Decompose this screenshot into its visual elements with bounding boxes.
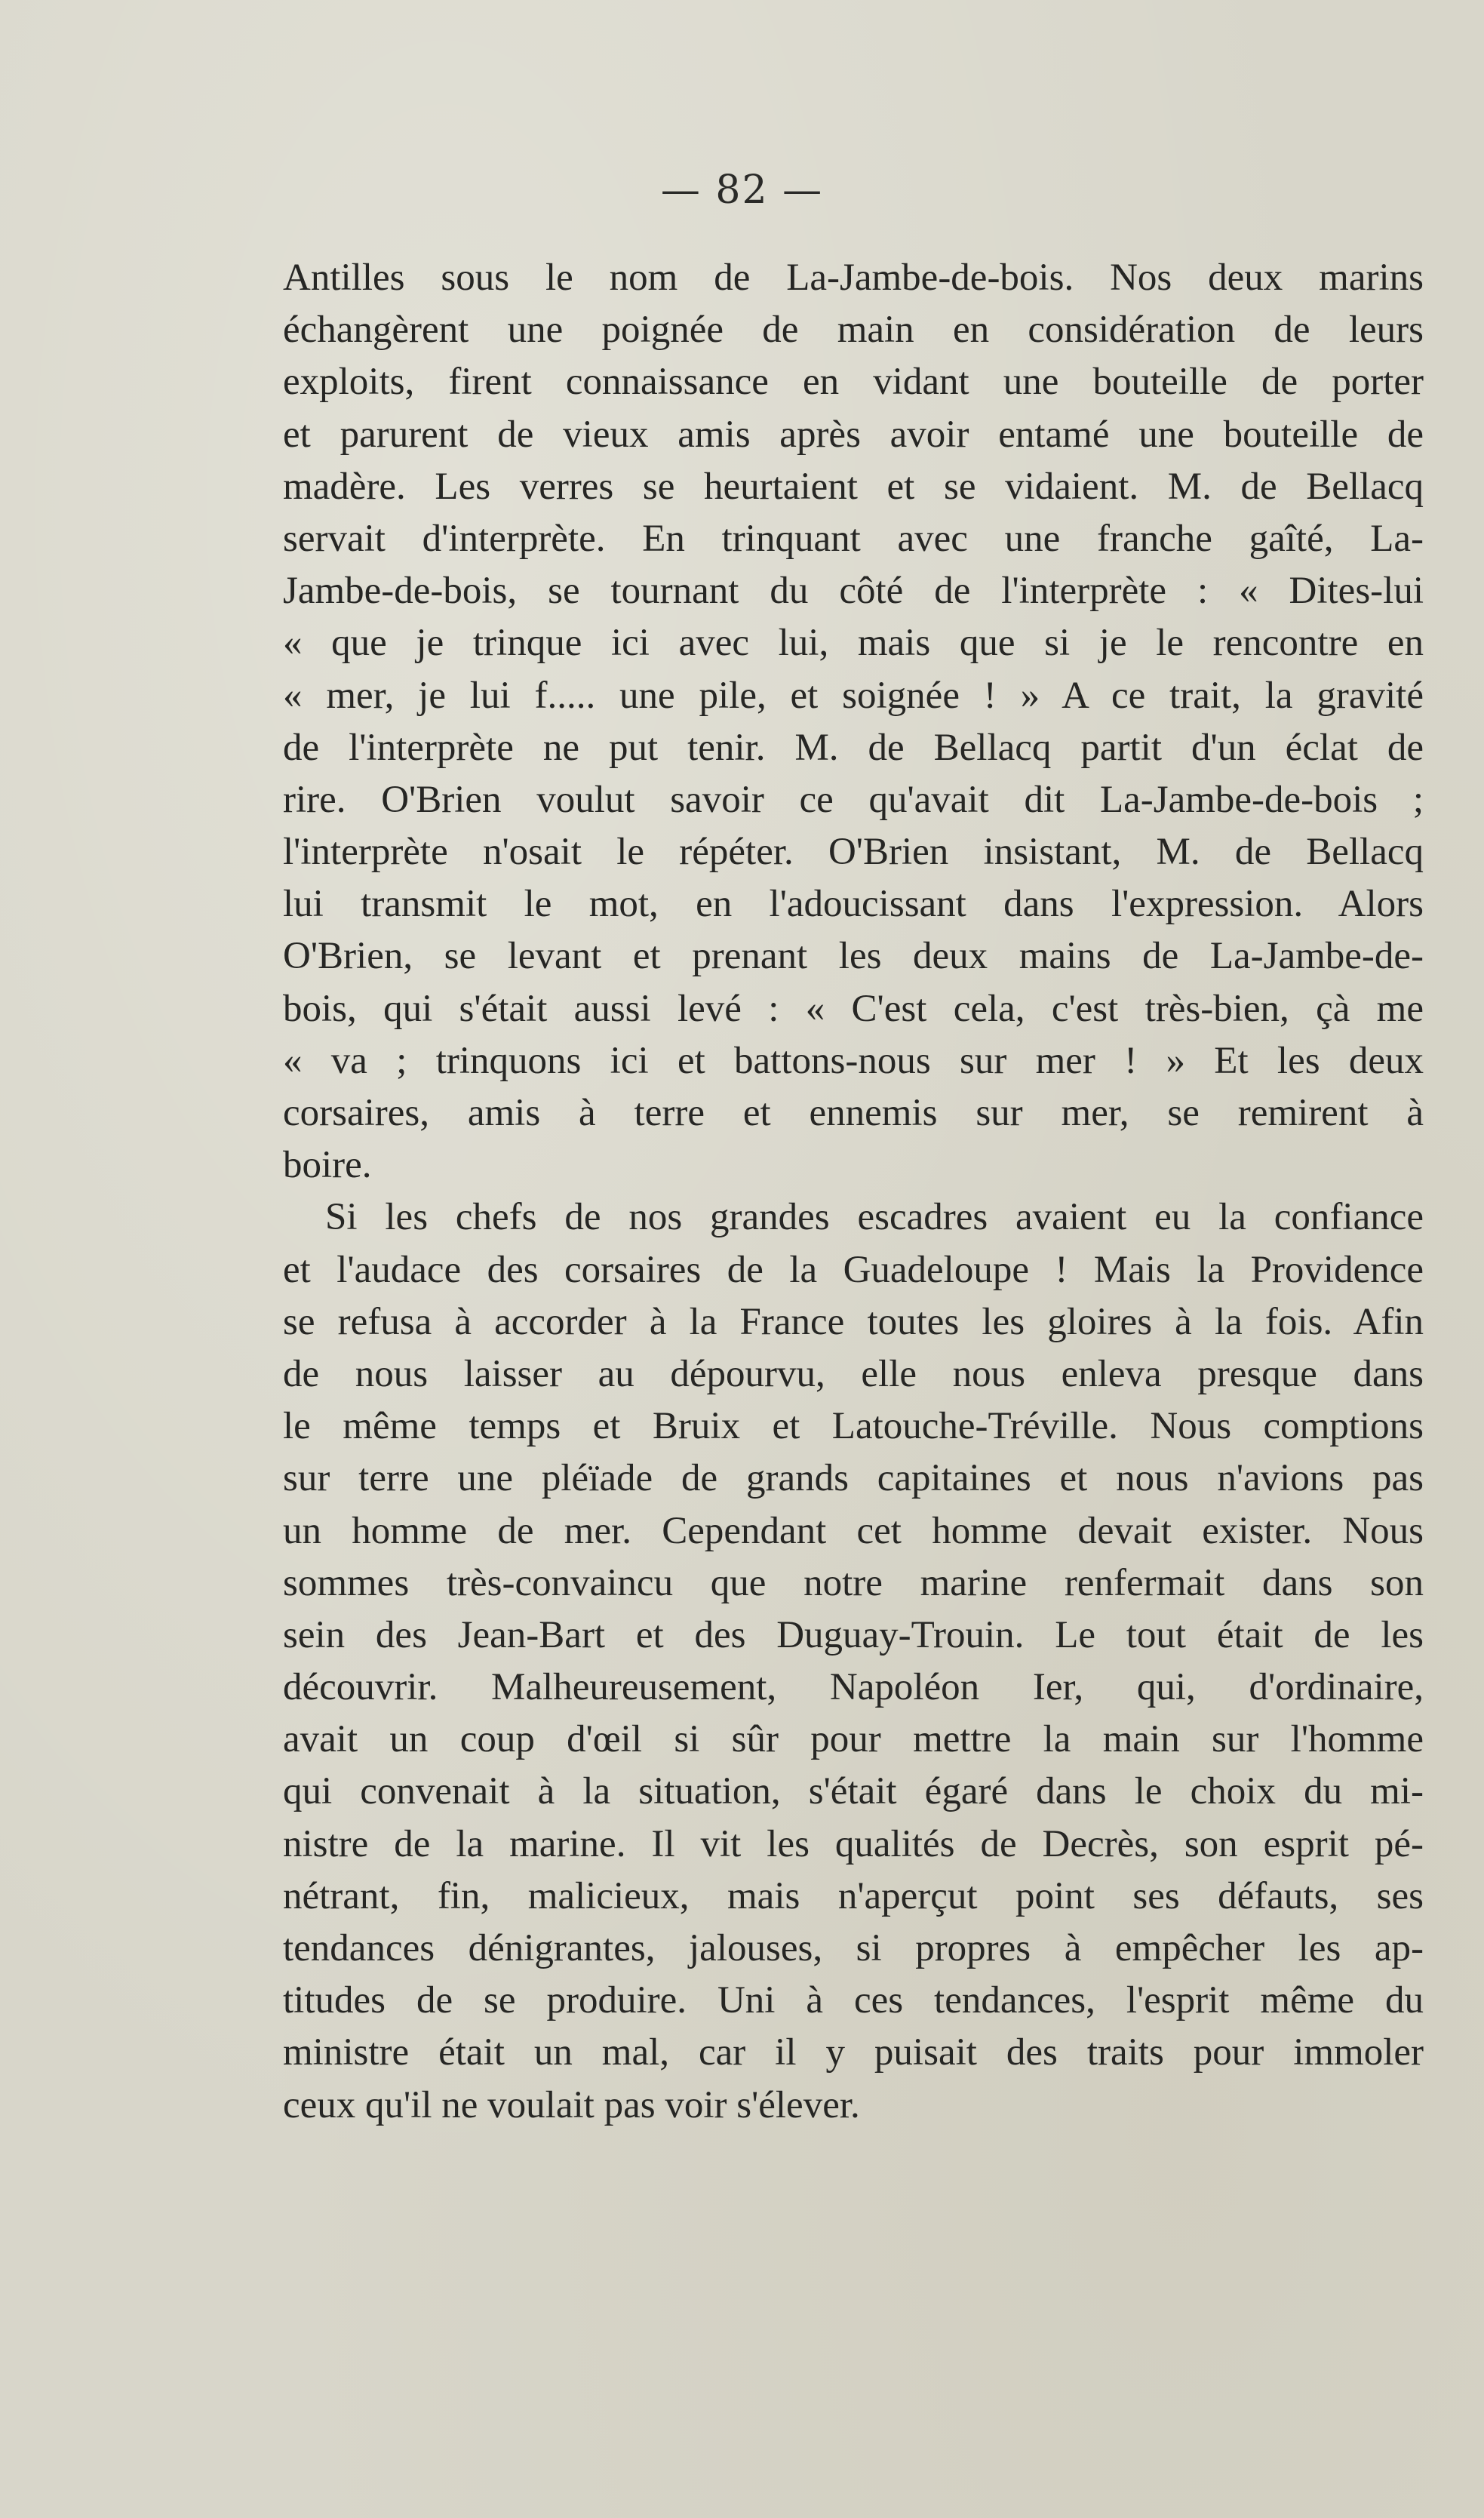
text-line: servait d'interprète. En trinquant avec une franche gaîté, La- bbox=[283, 517, 1424, 560]
text-line: ministre était un mal, car il y puisait des traits pour immoler bbox=[283, 2031, 1424, 2074]
text-line: lui transmit le mot, en l'adoucissant dans l'expression. Alors bbox=[283, 883, 1424, 926]
text-line: de l'interprète ne put tenir. M. de Bellacq partit d'un éclat de bbox=[283, 726, 1424, 769]
page-number: — 82 — bbox=[660, 168, 824, 213]
text-line: « mer, je lui f..... une pile, et soignée ! » A ce trait, la gravité bbox=[283, 674, 1424, 717]
text-line: ceux qu'il ne voulait pas voir s'élever. bbox=[283, 2083, 860, 2126]
text-line: l'interprète n'osait le répéter. O'Brien insistant, M. de Bellacq bbox=[283, 831, 1424, 874]
text-line: « va ; trinquons ici et battons-nous sur mer ! » Et les deux bbox=[283, 1039, 1424, 1082]
text-line: « que je trinque ici avec lui, mais que si je le rencontre en bbox=[283, 622, 1424, 665]
text-line: de nous laisser au dépourvu, elle nous enleva presque dans bbox=[283, 1352, 1424, 1395]
text-line: échangèrent une poignée de main en considération de leurs bbox=[283, 309, 1424, 352]
text-line: le même temps et Bruix et Latouche-Tréville. Nous comptions bbox=[283, 1405, 1424, 1448]
text-line: Antilles sous le nom de La-Jambe-de-bois. Nos deux marins bbox=[283, 257, 1424, 299]
text-line: Jambe-de-bois, se tournant du côté de l'interprète : « Dites-lui bbox=[283, 570, 1424, 613]
text-line: sur terre une pléïade de grands capitaines et nous n'avions pas bbox=[283, 1457, 1424, 1500]
text-line: O'Brien, se levant et prenant les deux mains de La-Jambe-de- bbox=[283, 935, 1424, 978]
body-text bbox=[283, 252, 1424, 2132]
text-line: titudes de se produire. Uni à ces tendances, l'esprit même du bbox=[283, 1979, 1424, 2022]
text-line: rire. O'Brien voulut savoir ce qu'avait dit La-Jambe-de-bois ; bbox=[283, 778, 1424, 821]
text-line: découvrir. Malheureusement, Napoléon Ier, qui, d'ordinaire, bbox=[283, 1666, 1424, 1709]
text-line: avait un coup d'œil si sûr pour mettre la main sur l'homme bbox=[283, 1718, 1424, 1761]
text-line: boire. bbox=[283, 1144, 372, 1187]
text-line: et parurent de vieux amis après avoir entamé une bouteille de bbox=[283, 413, 1424, 456]
text-line: sein des Jean-Bart et des Duguay-Trouin. Le tout était de les bbox=[283, 1613, 1424, 1656]
text-line: madère. Les verres se heurtaient et se vidaient. M. de Bellacq bbox=[283, 465, 1424, 508]
text-line: nistre de la marine. Il vit les qualités de Decrès, son esprit pé- bbox=[283, 1822, 1424, 1865]
text-line: qui convenait à la situation, s'était égaré dans le choix du mi- bbox=[283, 1770, 1424, 1813]
text-line: Si les chefs de nos grandes escadres avaient eu la confiance bbox=[325, 1196, 1424, 1239]
text-line: nétrant, fin, malicieux, mais n'aperçut point ses défauts, ses bbox=[283, 1874, 1424, 1917]
text-line: corsaires, amis à terre et ennemis sur mer, se remirent à bbox=[283, 1092, 1424, 1134]
text-line: bois, qui s'était aussi levé : « C'est cela, c'est très-bien, çà me bbox=[283, 987, 1424, 1030]
text-line: se refusa à accorder à la France toutes les gloires à la fois. Afin bbox=[283, 1300, 1424, 1343]
text-line: tendances dénigrantes, jalouses, si propres à empêcher les ap- bbox=[283, 1927, 1424, 1969]
text-line: et l'audace des corsaires de la Guadeloupe ! Mais la Providence bbox=[283, 1248, 1424, 1291]
text-line: sommes très-convaincu que notre marine renfermait dans son bbox=[283, 1561, 1424, 1604]
text-line: un homme de mer. Cependant cet homme devait exister. Nous bbox=[283, 1509, 1424, 1552]
text-line: exploits, firent connaissance en vidant une bouteille de porter bbox=[283, 361, 1424, 404]
